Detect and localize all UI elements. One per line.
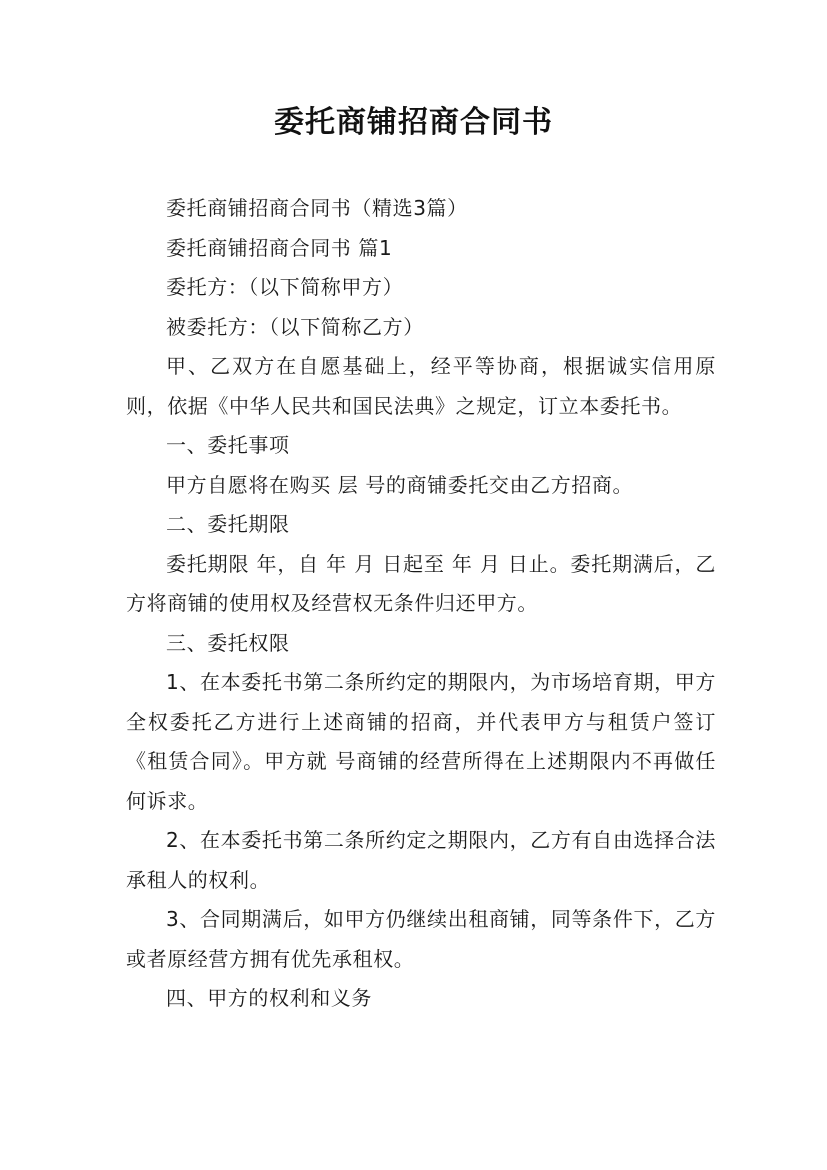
paragraph-principal: 委托方：（以下简称甲方） <box>166 275 404 299</box>
paragraph-agent: 被委托方：（以下简称乙方） <box>166 314 424 339</box>
paragraph-preamble: 甲、乙双方在自愿基础上，经平等协商，根据诚实信用原则，依据《中华人民共和国民法典》之规定，订立本委托书。 <box>126 354 716 418</box>
paragraph-authority-1: 1、在本委托书第二条所约定的期限内，为市场培育期，甲方全权委托乙方进行上述商铺的招商，并代表甲方与租赁户签订《租赁合同》。甲方就 号商铺的经营所得在上述期限内不再做任何诉求。 <box>126 670 716 813</box>
paragraph-authority-3: 3、合同期满后，如甲方仍继续出租商铺，同等条件下，乙方或者原经营方拥有优先承租权。 <box>126 907 716 971</box>
paragraph-subtitle: 委托商铺招商合同书（精选3篇） <box>166 196 468 220</box>
paragraph-entrustment-period: 委托期限 年，自 年 月 日起至 年 月 日止。委托期满后，乙方将商铺的使用权及经营权无条件归还甲方。 <box>126 551 716 615</box>
document-title: 委托商铺招商合同书 <box>274 105 553 140</box>
heading-entrustment-authority: 三、委托权限 <box>166 630 290 655</box>
paragraph-section-heading: 委托商铺招商合同书 篇1 <box>166 235 393 260</box>
heading-party-a-rights: 四、甲方的权利和义务 <box>166 986 372 1010</box>
heading-entrustment-period: 二、委托期限 <box>166 512 290 536</box>
heading-entrusted-matters: 一、委托事项 <box>166 433 290 457</box>
document-body <box>126 189 716 1019</box>
paragraph-authority-2: 2、在本委托书第二条所约定之期限内，乙方有自由选择合法承租人的权利。 <box>126 828 716 892</box>
paragraph-entrusted-matters: 甲方自愿将在购买 层 号的商铺委托交由乙方招商。 <box>166 472 634 497</box>
